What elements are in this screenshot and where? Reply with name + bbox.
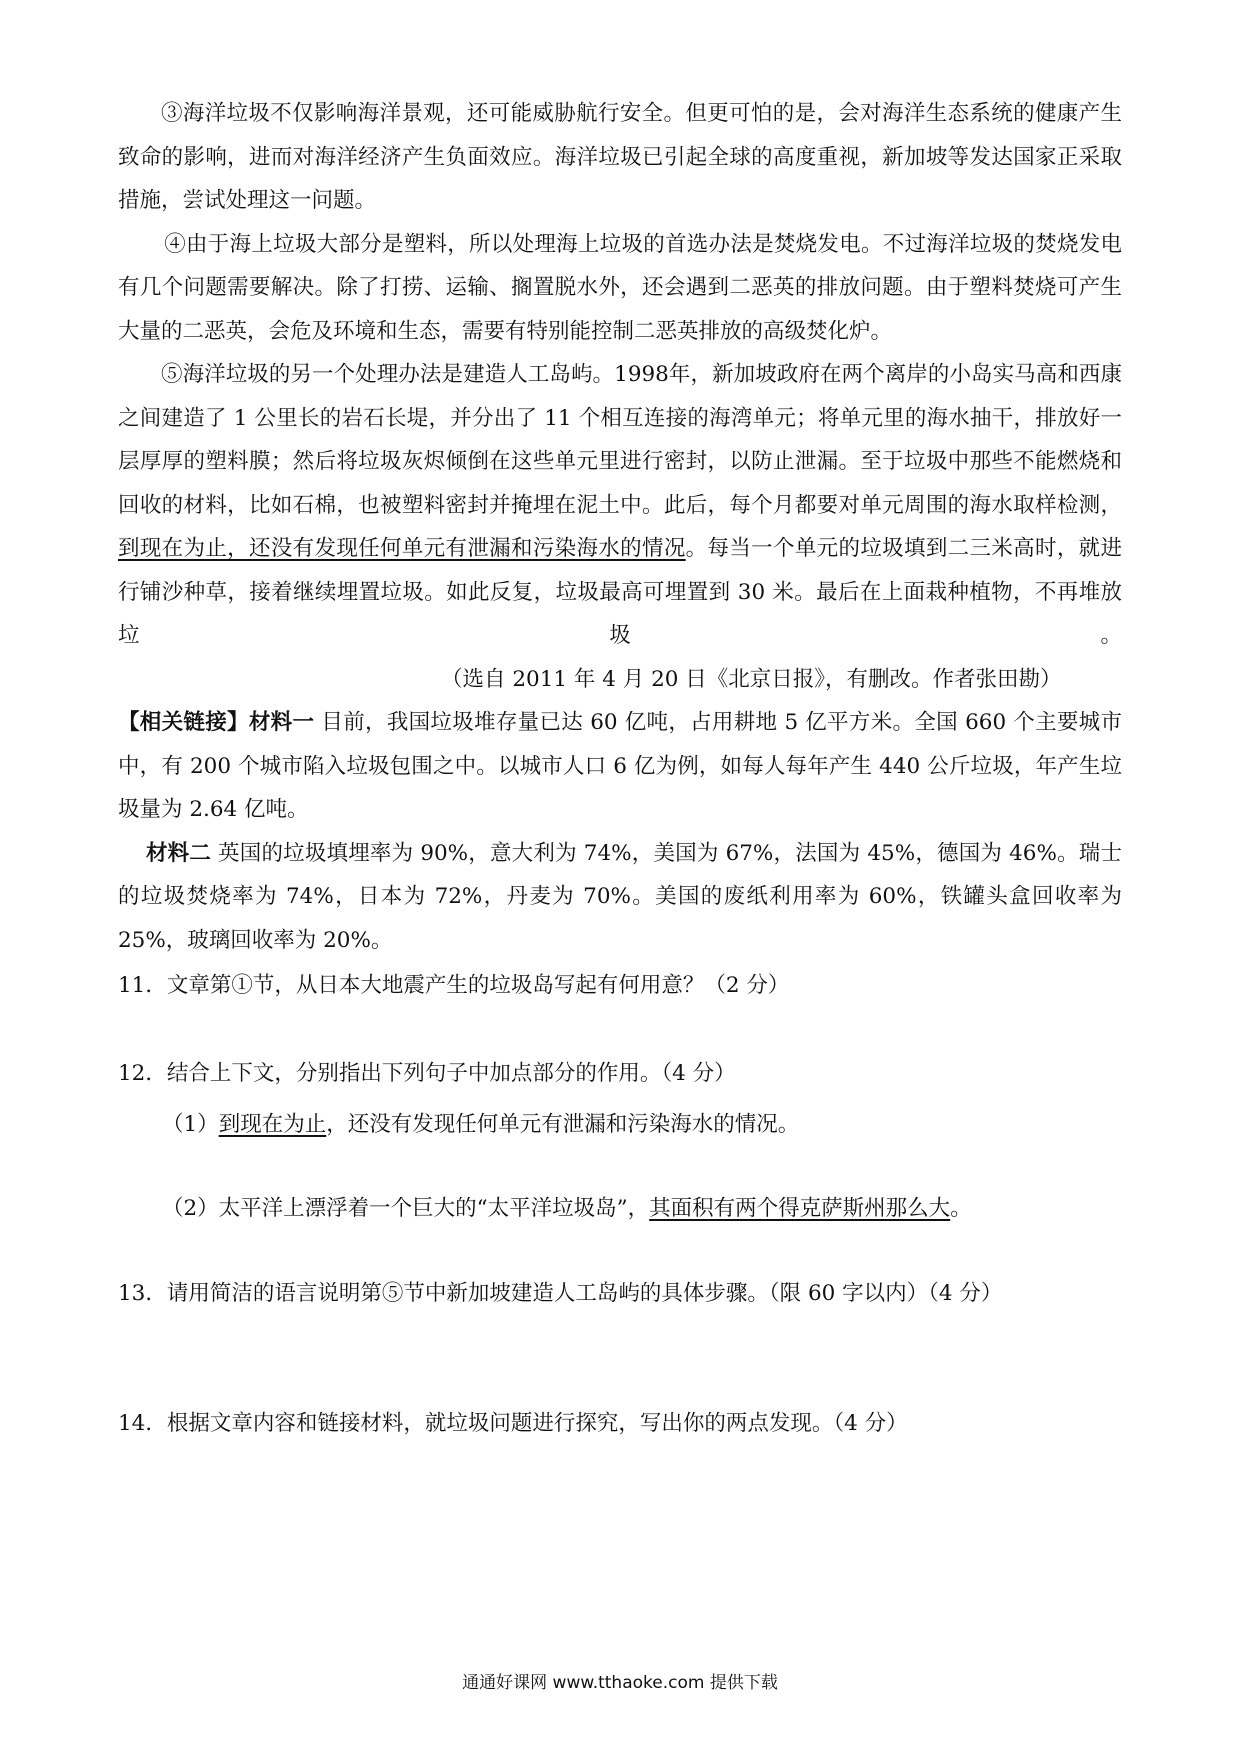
question-11: 11．文章第①节，从日本大地震产生的垃圾岛写起有何用意？（2 分） <box>118 973 790 998</box>
q12-1-underlined: 到现在为止 <box>218 1112 327 1137</box>
material-1-text: 目前，我国垃圾堆存量已达 60 亿吨，占用耕地 5 亿平方米。全国 660 个主要城市中，有 200 个城市陷入垃圾包围之中。以城市人口 6 亿为例，如每人每年产生 440 公斤垃圾，年产生垃圾量为 2.64 亿吨。 <box>118 710 1122 822</box>
article-paragraph-5 <box>118 353 1122 701</box>
document-page <box>118 92 1122 1445</box>
q12-2-end: 。 <box>950 1195 972 1221</box>
paragraph-5-text-b: 。每当一个单元的垃圾填到二三米高时，就进行铺沙种草，接着继续埋置垃圾。如此反复，垃圾最高可埋置到 30 米。最后在上面栽种植物，不再堆放垃圾。 <box>118 536 1122 648</box>
question-12-item-1 <box>118 1103 1122 1147</box>
article-source: （选自 2011 年 4 月 20 日《北京日报》，有删改。作者张田勘） <box>441 666 1062 692</box>
related-material-1 <box>118 701 1122 832</box>
page-footer: 通通好课网 www.tthaoke.com 提供下载 <box>462 1673 778 1693</box>
q12-2-underlined: 其面积有两个得克萨斯州那么大 <box>649 1195 951 1221</box>
question-12: 12．结合上下文，分别指出下列句子中加点部分的作用。（4 分） <box>118 1060 736 1086</box>
material-1-label: 材料一 <box>248 710 315 735</box>
q12-1-prefix: （1） <box>162 1112 219 1137</box>
related-links-heading: 【相关链接】 <box>118 710 249 735</box>
question-13: 13．请用简洁的语言说明第⑤节中新加坡建造人工岛屿的具体步骤。（限 60 字以内）（4 分） <box>118 1281 1003 1306</box>
paragraph-5-underlined-sentence: 到现在为止，还没有发现任何单元有泄漏和污染海水的情况 <box>118 536 686 561</box>
paragraph-5-text-a: ⑤海洋垃圾的另一个处理办法是建造人工岛屿。1998年，新加坡政府在两个离岸的小岛实马高和西康之间建造了 1 公里长的岩石长堤，并分出了 11 个相互连接的海湾单元；将单元里的海水抽干，排放好一层厚厚的塑料膜；然后将垃圾灰烬倾倒在这些单元里进行密封，以防止泄漏。至于垃圾中那些不能燃烧和回收的材料，比如石棉，也被塑料密封并掩埋在泥土中。此后，每个月都要对单元周围的海水取样检测， <box>118 362 1122 518</box>
question-14: 14．根据文章内容和链接材料，就垃圾问题进行探究，写出你的两点发现。（4 分） <box>118 1410 908 1436</box>
question-12-item-2 <box>118 1187 1122 1231</box>
article-paragraph-3 <box>118 92 1122 223</box>
material-2-label: 材料二 <box>145 840 212 866</box>
paragraph-3-text: ③海洋垃圾不仅影响海洋景观，还可能威胁航行安全。但更可怕的是，会对海洋生态系统的健康产生致命的影响，进而对海洋经济产生负面效应。海洋垃圾已引起全球的高度重视，新加坡等发达国家正采取措施，尝试处理这一问题。 <box>118 101 1122 213</box>
material-2-text: 英国的垃圾填埋率为 90%，意大利为 74%，美国为 67%，法国为 45%，德国为 46%。瑞士的垃圾焚烧率为 74%，日本为 72%，丹麦为 70%。美国的废纸利用率为 60%，铁罐头盒回收率为 25%，玻璃回收率为 20%。 <box>118 840 1122 953</box>
q12-1-rest: ，还没有发现任何单元有泄漏和污染海水的情况。 <box>326 1112 800 1137</box>
article-paragraph-4 <box>118 223 1122 354</box>
related-material-2 <box>118 832 1122 963</box>
paragraph-4-text: ④由于海上垃圾大部分是塑料，所以处理海上垃圾的首选办法是焚烧发电。不过海洋垃圾的焚烧发电有几个问题需要解决。除了打捞、运输、搁置脱水外，还会遇到二恶英的排放问题。由于塑料焚烧可产生大量的二恶英，会危及环境和生态，需要有特别能控制二恶英排放的高级焚化炉。 <box>118 231 1122 344</box>
q12-2-prefix: （2）太平洋上漂浮着一个巨大的“太平洋垃圾岛”， <box>162 1195 650 1221</box>
